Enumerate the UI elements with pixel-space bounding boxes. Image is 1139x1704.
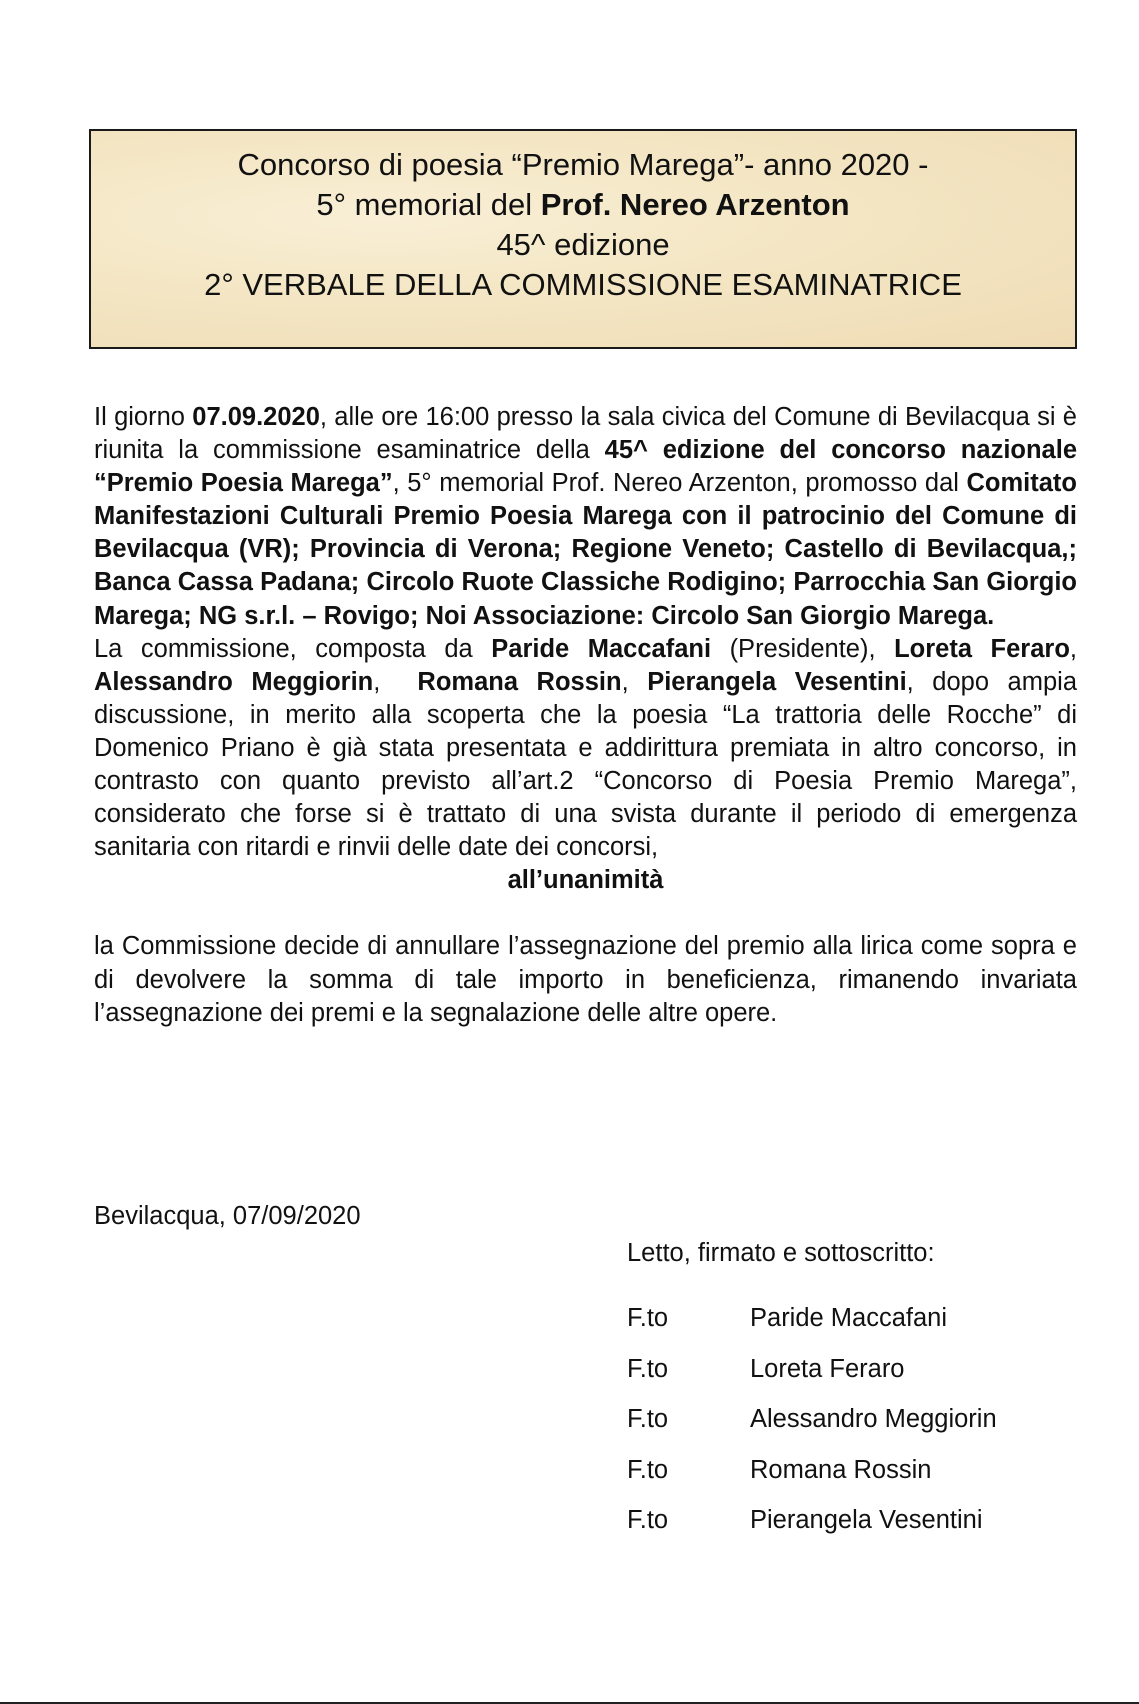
signature-name: Pierangela Vesentini [750,1506,983,1534]
paragraph-decision: la Commissione decide di annullare l’assegnazione del premio alla lirica come sopra e di devolvere la somma di tale importo in beneficienza, rimanendo invariata l’assegnazione dei premi e la segnalazione delle altre opere. [94,932,1077,1027]
p2-member-2: Loreta Feraro [894,634,1070,663]
spacer [94,897,1077,930]
p2-text-1: La commissione, composta da [94,634,492,663]
signature-prefix: F.to [627,1304,669,1332]
p2-text-4: , [373,667,418,696]
p2-member-3: Alessandro Meggiorin [94,667,374,696]
p2-member-5: Pierangela Vesentini [647,667,907,696]
signature-row [627,1302,997,1353]
signature-row [627,1353,997,1404]
place-date: Bevilacqua, 07/09/2020 [94,1202,361,1230]
signed-label: Letto, firmato e sottoscritto: [627,1239,935,1267]
unanimity-line: all’unanimità [507,866,664,895]
title-line-1: Concorso di poesia “Premio Marega”- anno 2020 - [237,147,929,182]
paragraph-commission [94,633,1077,865]
p1-sponsors: Comitato Manifestazioni Culturali Premio Poesia Marega con il patrocinio del Comune di Bevilacqua (VR); Provincia di Verona; Regione Veneto; Castello di Bevilacqua,; Banca Cassa Padana; Circolo Ruote Classiche Rodigino; Parrocchia San Giorgio Marega; NG s.r.l. – Rovigo; Noi Associazione: Circolo San Giorgio Marega. [94,469,1077,630]
title-line-2 [91,185,1075,225]
title-line-2-honoree: Prof. Nereo Arzenton [540,187,850,222]
signature-row [627,1403,997,1454]
p2-text-2: (Presidente), [711,634,895,663]
p1-date: 07.09.2020 [192,403,320,431]
signature-prefix: F.to [627,1455,669,1484]
paragraph-meeting [94,401,1077,633]
p2-member-4: Romana Rossin [417,667,622,696]
signature-row [627,1504,997,1555]
signature-prefix: F.to [627,1405,669,1433]
signature-name: Romana Rossin [750,1455,932,1484]
p2-text-3: , [1069,634,1077,663]
signature-row [627,1454,997,1505]
title-line-2-prefix: 5° memorial del [316,187,541,222]
title-line-4: 2° VERBALE DELLA COMMISSIONE ESAMINATRICE [204,267,962,302]
p1-text-2: , alle ore 16:00 presso la sala civica del Comune di Bevilacqua si è riunita la commissione esaminatrice della [94,403,1077,465]
p2-member-1: Paride Maccafani [491,634,712,663]
signature-name: Alessandro Meggiorin [750,1405,997,1433]
p1-text-1: Il giorno [94,403,193,431]
title-box [89,129,1077,349]
signature-name: Loreta Feraro [750,1354,905,1383]
p2-text-5: , [621,667,648,696]
signature-name: Paride Maccafani [750,1304,948,1332]
title-line-3: 45^ edizione [496,227,670,262]
signature-list [627,1302,997,1555]
p1-text-3: , 5° memorial Prof. Nereo Arzenton, promosso dal [392,469,967,498]
p2-text-6: , dopo ampia discussione, in merito alla scoperta che la poesia “La trattoria delle Rocche” di Domenico Priano è già stata presentata e addirittura premiata in altro concorso, in contrasto con quanto previsto all’art.2 “Concorso di Poesia Premio Marega”, considerato che forse si è trattato di una svista durante il periodo di emergenza sanitaria con ritardi e rinvii delle date dei concorsi, [94,667,1078,862]
document-body [94,401,1077,1030]
p1-edition: 45^ edizione del concorso nazionale “Premio Poesia Marega” [94,436,1078,498]
signature-prefix: F.to [627,1506,669,1534]
signature-prefix: F.to [627,1354,669,1383]
